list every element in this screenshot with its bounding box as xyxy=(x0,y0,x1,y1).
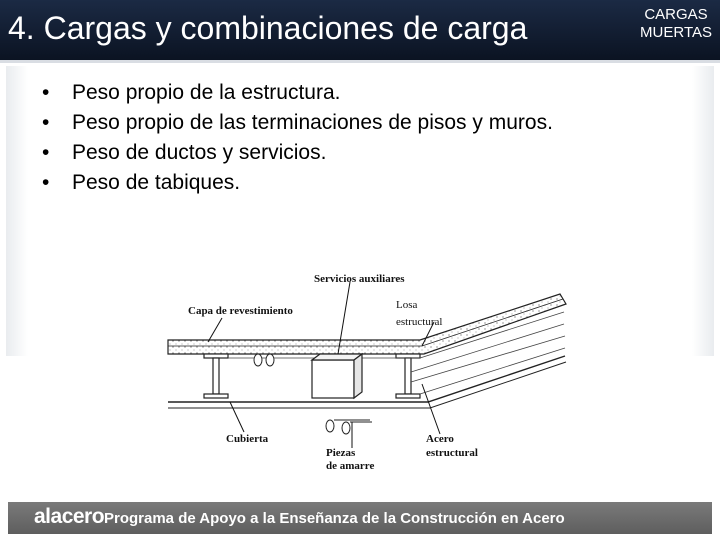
title-bar xyxy=(0,0,720,63)
section-tag-line-1: CARGAS xyxy=(644,6,708,23)
steel-beam-left xyxy=(204,354,228,398)
label-losa-estructural: estructural xyxy=(396,316,443,328)
bullet-item: • Peso de tabiques. xyxy=(42,168,553,198)
bullet-list xyxy=(42,78,553,198)
section-tag-line-2: MUERTAS xyxy=(640,24,712,41)
label-piezas: Piezas xyxy=(326,447,356,459)
label-cubierta: Cubierta xyxy=(226,433,269,445)
footer-bar xyxy=(8,502,712,534)
bullet-item: • Peso propio de las terminaciones de pisos y muros. xyxy=(42,108,553,138)
steel-beam-right xyxy=(396,354,420,398)
label-acero-estructural: estructural xyxy=(426,447,478,459)
service-duct xyxy=(312,354,362,398)
label-capa-revestimiento: Capa de revestimiento xyxy=(188,305,293,317)
label-acero: Acero xyxy=(426,433,454,445)
label-losa: Losa xyxy=(396,299,418,311)
label-servicios-auxiliares: Servicios auxiliares xyxy=(314,273,405,285)
slide-title: 4. Cargas y combinaciones de carga xyxy=(8,10,528,46)
ceiling-panel xyxy=(168,356,566,408)
bullet-item: • Peso propio de la estructura. xyxy=(42,78,553,108)
alacero-logo: alacero xyxy=(34,505,105,528)
label-piezas-de-amarre: de amarre xyxy=(326,460,375,472)
slab xyxy=(168,294,566,354)
section-tag xyxy=(640,6,712,42)
bullet-item: • Peso de ductos y servicios. xyxy=(42,138,553,168)
footer-program-text: Programa de Apoyo a la Enseñanza de la Construcción en Acero xyxy=(104,510,565,527)
floor-section-diagram xyxy=(160,262,570,480)
